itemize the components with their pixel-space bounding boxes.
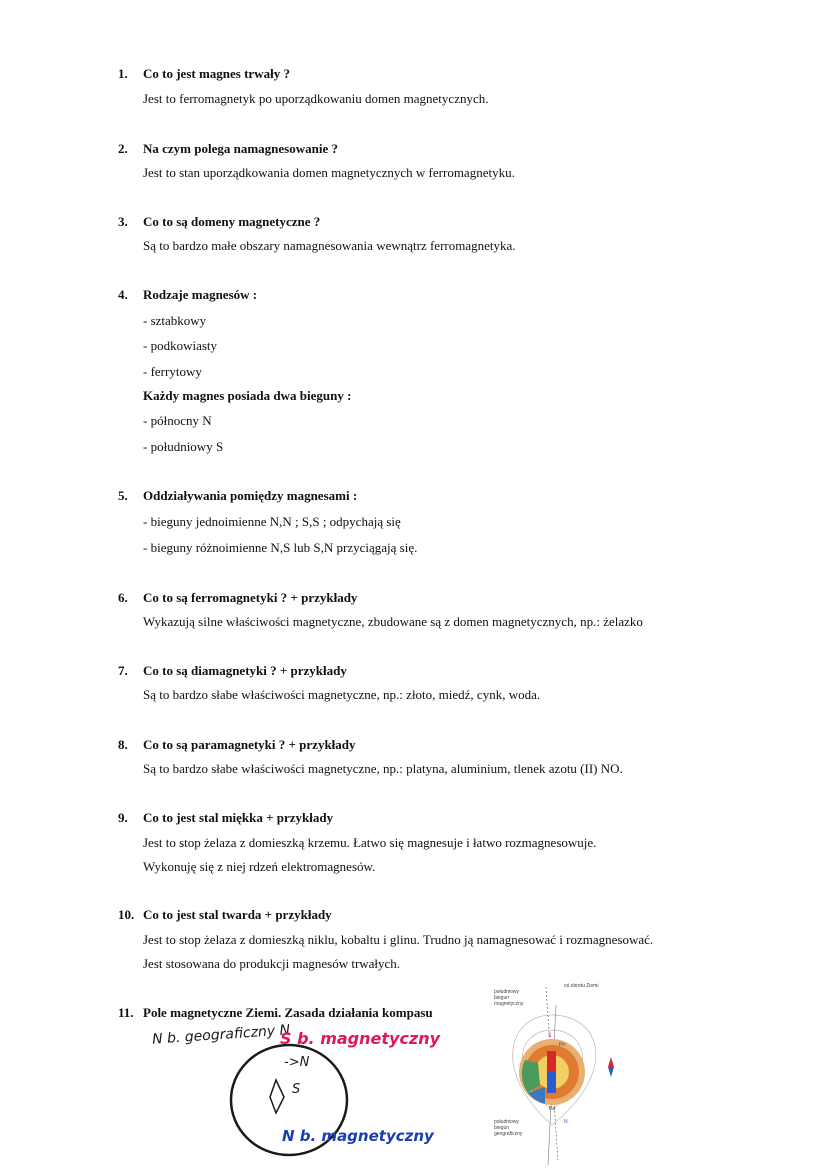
pn-label: Pn bbox=[559, 1042, 566, 1048]
answer-line: - południowy S bbox=[143, 439, 224, 454]
item-number: 4. bbox=[118, 287, 128, 302]
n-label: N bbox=[564, 1119, 568, 1125]
question-item-9 bbox=[118, 810, 798, 880]
top-pole-label-1: południowy bbox=[494, 989, 520, 995]
handwritten-sketch bbox=[140, 1022, 450, 1170]
question-text: Co to są diamagnetyki ? + przykłady bbox=[143, 663, 347, 678]
item-number: 9. bbox=[118, 810, 128, 825]
bottom-pole-label-2: biegun bbox=[494, 1125, 510, 1131]
answer-line: Wykazują silne właściwości magnetyczne, zbudowane są z domen magnetycznych, np.: żelazko bbox=[143, 614, 643, 629]
item-number: 6. bbox=[118, 590, 128, 605]
earth-field-diagram bbox=[490, 975, 620, 1165]
item-number: 7. bbox=[118, 663, 128, 678]
side-compass-needle-b bbox=[608, 1067, 614, 1077]
bar-magnet-blue bbox=[547, 1072, 556, 1093]
side-compass-needle bbox=[608, 1057, 614, 1067]
question-item-8 bbox=[118, 737, 798, 777]
question-item-6 bbox=[118, 590, 798, 630]
answer-line: - bieguny jednoimienne N,N ; S,S ; odpychają się bbox=[143, 514, 401, 529]
question-item-5 bbox=[118, 488, 798, 558]
question-text: Oddziaływania pomiędzy magnesami : bbox=[143, 488, 358, 503]
question-item-10 bbox=[118, 907, 798, 977]
answer-line: Jest to stop żelaza z domieszką niklu, kobaltu i glinu. Trudno ją namagnesować i rozmagnesować. bbox=[143, 932, 654, 947]
answer-line: - północny N bbox=[143, 413, 212, 428]
question-text: Co to są paramagnetyki ? + przykłady bbox=[143, 737, 356, 752]
answer-line: - bieguny różnoimienne N,S lub S,N przyciągają się. bbox=[143, 540, 418, 555]
hand-circle bbox=[140, 1025, 450, 1170]
earth-field-svg bbox=[490, 975, 620, 1165]
answer-line: Wykonuję się z niej rdzeń elektromagnesów. bbox=[143, 859, 376, 874]
question-text: Co to jest magnes trwały ? bbox=[143, 66, 290, 81]
item-number: 10. bbox=[118, 907, 135, 922]
item-number: 11. bbox=[118, 1005, 134, 1020]
hand-mag-label: S b. magnetyczny bbox=[280, 1029, 441, 1048]
hand-compass-s: S bbox=[292, 1082, 301, 1097]
answer-line: Jest stosowana do produkcji magnesów trwałych. bbox=[143, 956, 401, 971]
bar-magnet-red bbox=[547, 1051, 556, 1072]
answer-line: Są to bardzo słabe właściwości magnetyczne, np.: platyna, aluminium, tlenek azotu (II) NO. bbox=[143, 761, 623, 776]
item-number: 3. bbox=[118, 214, 128, 229]
question-item-11 bbox=[118, 1005, 798, 1025]
answer-line: Są to bardzo słabe właściwości magnetyczne, np.: złoto, miedź, cynk, woda. bbox=[143, 687, 541, 702]
question-item-2 bbox=[118, 141, 798, 181]
compass-needle-sketch bbox=[270, 1080, 284, 1113]
hand-geo-label: N b. geograficzny N bbox=[151, 1022, 291, 1048]
question-item-3 bbox=[118, 214, 798, 254]
question-text: Co to są ferromagnetyki ? + przykłady bbox=[143, 590, 358, 605]
answer-line: - podkowiasty bbox=[143, 338, 218, 353]
top-pole-label-3: magnetyczny bbox=[494, 1001, 524, 1007]
question-item-4 bbox=[118, 287, 798, 457]
item-number: 8. bbox=[118, 737, 128, 752]
question-text: Rodzaje magnesów : bbox=[143, 287, 258, 302]
bottom-pole-label-1: południowy bbox=[494, 1119, 520, 1125]
answer-line: Jest to stan uporządkowania domen magnetycznych w ferromagnetyku. bbox=[143, 165, 515, 180]
subheading: Każdy magnes posiada dwa bieguny : bbox=[143, 388, 352, 403]
item-number: 2. bbox=[118, 141, 128, 156]
question-item-7 bbox=[118, 663, 798, 703]
answer-line: - sztabkowy bbox=[143, 313, 207, 328]
question-text: Co to jest stal miękka + przykłady bbox=[143, 810, 334, 825]
question-text: Na czym polega namagnesowanie ? bbox=[143, 141, 338, 156]
s-label: S bbox=[548, 1033, 552, 1039]
item-number: 5. bbox=[118, 488, 128, 503]
item-number: 1. bbox=[118, 66, 128, 81]
question-text: Co to są domeny magnetyczne ? bbox=[143, 214, 321, 229]
question-text: Co to jest stal twarda + przykłady bbox=[143, 907, 332, 922]
answer-line: - ferrytowy bbox=[143, 364, 202, 379]
answer-line: Jest to stop żelaza z domieszką krzemu. Łatwo się magnesuje i łatwo rozmagnesowuje. bbox=[143, 835, 597, 850]
question-item-1 bbox=[118, 66, 798, 106]
question-text: Pole magnetyczne Ziemi. Zasada działania kompasu bbox=[143, 1005, 433, 1020]
bottom-pole-label-3: geograficzny bbox=[494, 1131, 523, 1137]
hand-bottom-label: N b. magnetyczny bbox=[282, 1127, 434, 1145]
pd-label: Pd bbox=[549, 1106, 556, 1112]
axis-label: oś obrotu Ziemi bbox=[564, 983, 599, 989]
top-pole-label-2: biegun bbox=[494, 995, 510, 1001]
answer-line: Jest to ferromagnetyk po uporządkowaniu domen magnetycznych. bbox=[143, 91, 489, 106]
answer-line: Są to bardzo małe obszary namagnesowania wewnątrz ferromagnetyka. bbox=[143, 238, 516, 253]
hand-compass-n: ->N bbox=[284, 1055, 310, 1070]
